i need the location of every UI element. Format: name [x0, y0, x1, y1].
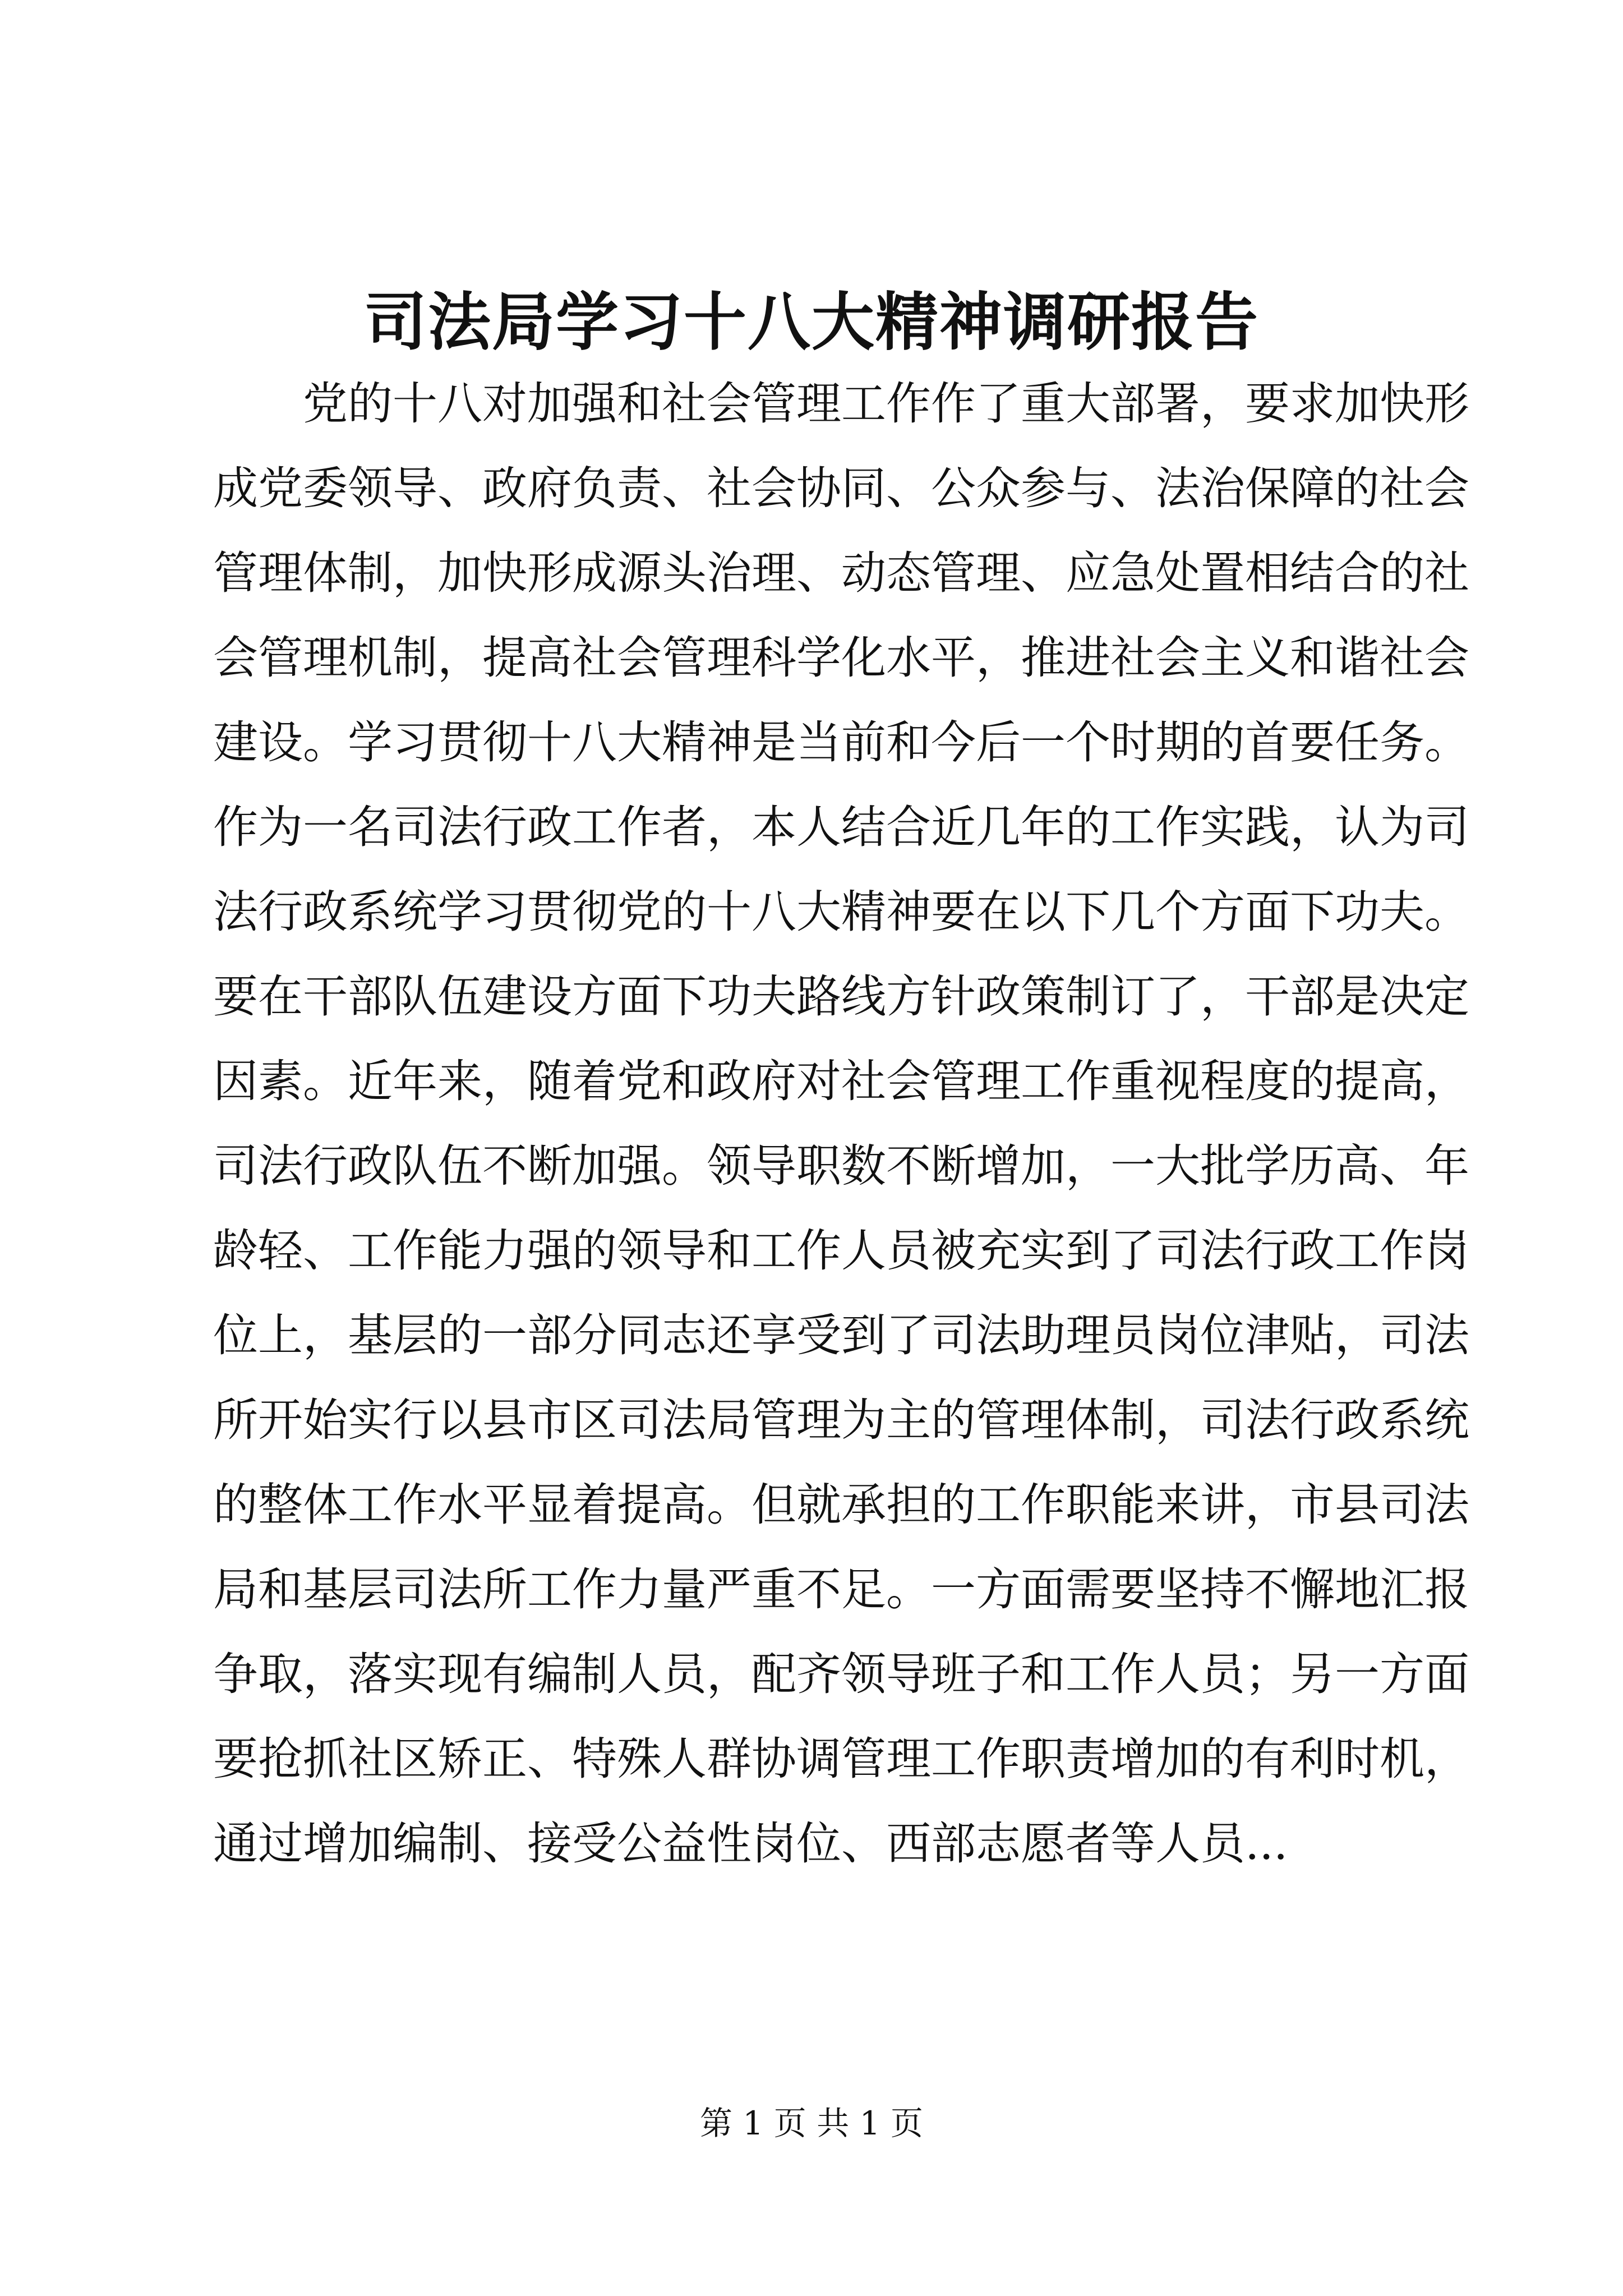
body-line-18: 通过增加编制、接受公益性岗位、西部志愿者等人员...: [213, 1818, 1288, 1870]
body-line-13: 所开始实行以县市区司法局管理为主的管理体制，司法行政系统: [213, 1394, 1469, 1446]
body-line-9: 因素。近年来，随着党和政府对社会管理工作重视程度的提高，: [213, 1055, 1469, 1107]
page-number-footer: 第 1 页 共 1 页: [700, 2104, 923, 2142]
body-line-8: 要在干部队伍建设方面下功夫路线方针政策制订了，干部是决定: [213, 970, 1469, 1023]
body-line-10: 司法行政队伍不断加强。领导职数不断增加，一大批学历高、年: [213, 1140, 1469, 1192]
body-line-4: 会管理机制，提高社会管理科学化水平，推进社会主义和谐社会: [213, 632, 1469, 684]
body-line-11: 龄轻、工作能力强的领导和工作人员被充实到了司法行政工作岗: [213, 1225, 1469, 1277]
body-line-2: 成党委领导、政府负责、社会协同、公众参与、法治保障的社会: [213, 462, 1469, 514]
body-line-14: 的整体工作水平显着提高。但就承担的工作职能来讲，市县司法: [213, 1479, 1469, 1531]
body-line-17: 要抢抓社区矫正、特殊人群协调管理工作职责增加的有利时机，: [213, 1733, 1469, 1785]
body-line-12: 位上，基层的一部分同志还享受到了司法助理员岗位津贴，司法: [213, 1309, 1469, 1361]
body-line-15: 局和基层司法所工作力量严重不足。一方面需要坚持不懈地汇报: [213, 1563, 1469, 1616]
body-line-1: 党的十八对加强和社会管理工作作了重大部署，要求加快形: [303, 378, 1469, 430]
body-line-7: 法行政系统学习贯彻党的十八大精神要在以下几个方面下功夫。: [213, 886, 1469, 938]
body-line-6: 作为一名司法行政工作者，本人结合近几年的工作实践，认为司: [213, 801, 1469, 853]
body-line-16: 争取，落实现有编制人员，配齐领导班子和工作人员；另一方面: [213, 1648, 1469, 1700]
body-line-5: 建设。学习贯彻十八大精神是当前和今后一个时期的首要任务。: [213, 716, 1469, 769]
document-title: 司法局学习十八大精神调研报告: [364, 286, 1259, 359]
body-line-3: 管理体制，加快形成源头治理、动态管理、应急处置相结合的社: [213, 547, 1469, 599]
